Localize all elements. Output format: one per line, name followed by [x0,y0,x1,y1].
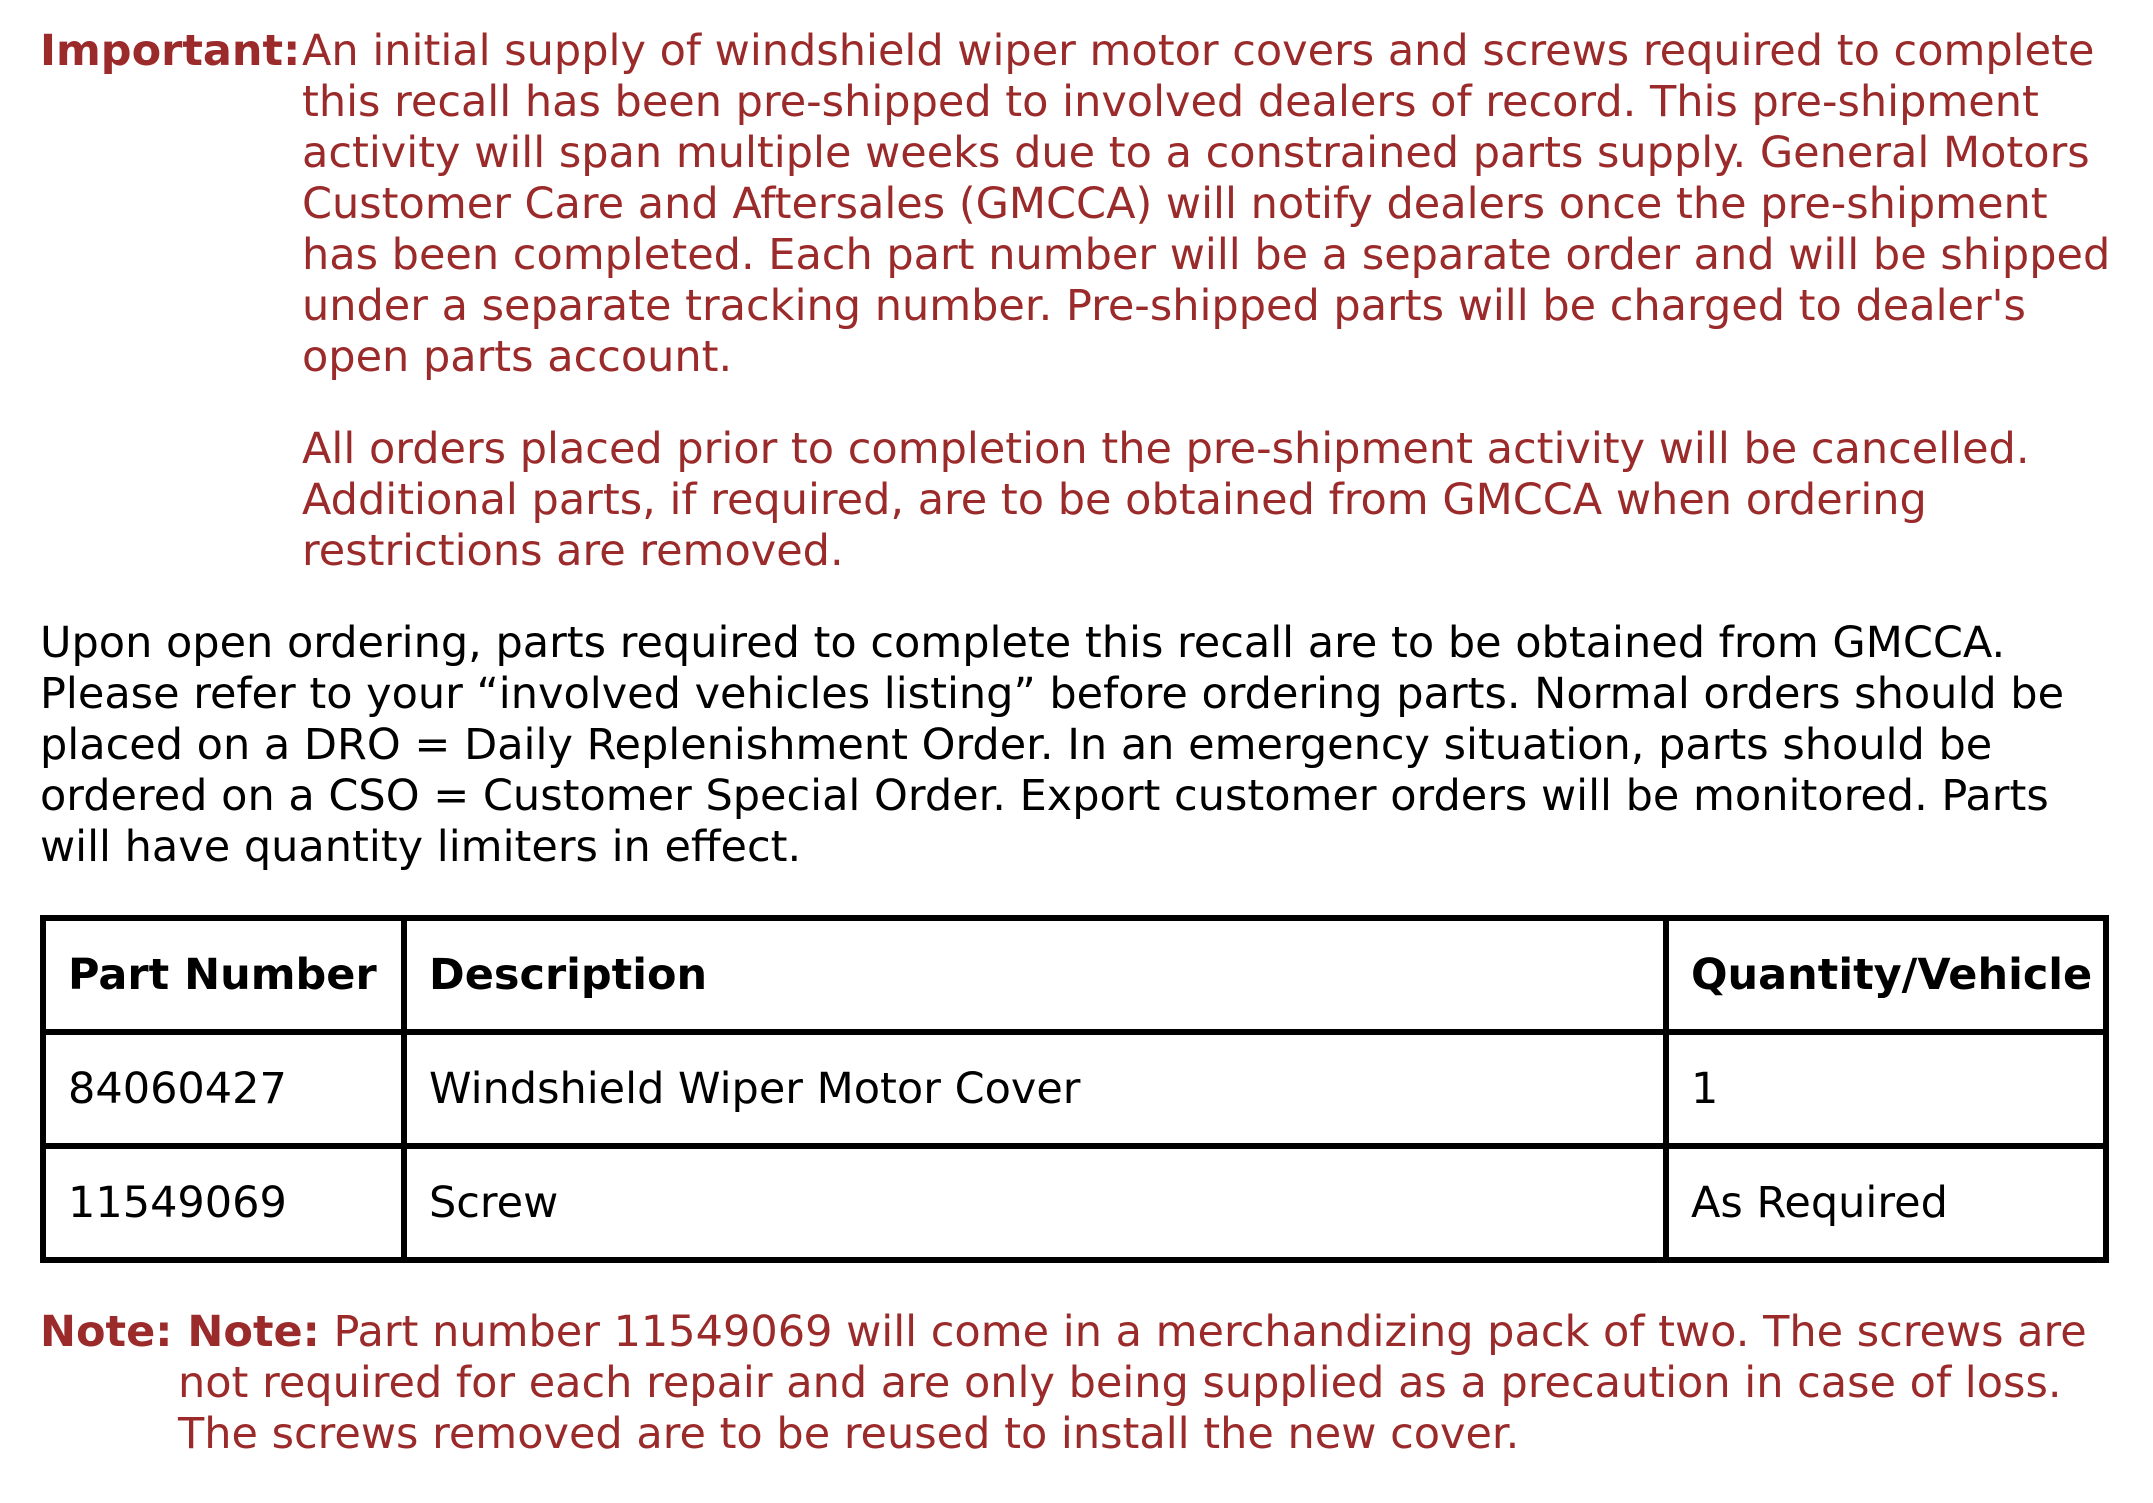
cell-part-number: 11549069 [43,1146,404,1260]
document-page [40,26,2130,1503]
table-row [43,1032,2106,1146]
note-paragraph [40,1307,2130,1460]
table-header-row [43,918,2106,1032]
header-description: Description [404,918,1666,1032]
cell-quantity: 1 [1666,1032,2106,1146]
cell-description: Screw [404,1146,1666,1260]
important-paragraph-1: An initial supply of windshield wiper motor covers and screws required to complete this recall has been pre-shipped to involved dealers of record. This pre-shipment activity will span multiple weeks due to a constrained parts supply. General Motors Customer Care and Aftersales (GMCCA) will notify dealers once the pre-shipment has been completed. Each part number will be a separate order and will be shipped under a separate tracking number. Pre-shipped parts will be charged to dealer's open parts account. [302,26,2111,382]
header-quantity: Quantity/Vehicle [1666,918,2106,1032]
cell-description: Windshield Wiper Motor Cover [404,1032,1666,1146]
parts-table [40,915,2109,1263]
table-row [43,1146,2106,1260]
important-label: Important: [40,26,301,76]
important-paragraph-2: All orders placed prior to completion the pre-shipment activity will be cancelled. Additional parts, if required, are to be obtained from GMCCA when ordering restrictions are removed. [302,424,2030,576]
important-callout [40,26,2130,577]
header-part-number: Part Number [43,918,404,1032]
cell-part-number: 84060427 [43,1032,404,1146]
note-text: Part number 11549069 will come in a merchandizing pack of two. The screws are not required for each repair and are only being supplied as a precaution in case of loss. The screws removed are to be reused to install the new cover. [178,1307,2087,1459]
ordering-instructions: Upon open ordering, parts required to complete this recall are to be obtained from GMCCA. Please refer to your “involved vehicles listing” before ordering parts. Normal orders should be placed on a DRO = Daily Replenishment Order. In an emergency situation, parts should be ordered on a CSO = Customer Special Order. Export customer orders will be monitored. Parts will have quantity limiters in effect. [40,618,2065,872]
note-label: Note: Note: [40,1307,320,1357]
cell-quantity: As Required [1666,1146,2106,1260]
